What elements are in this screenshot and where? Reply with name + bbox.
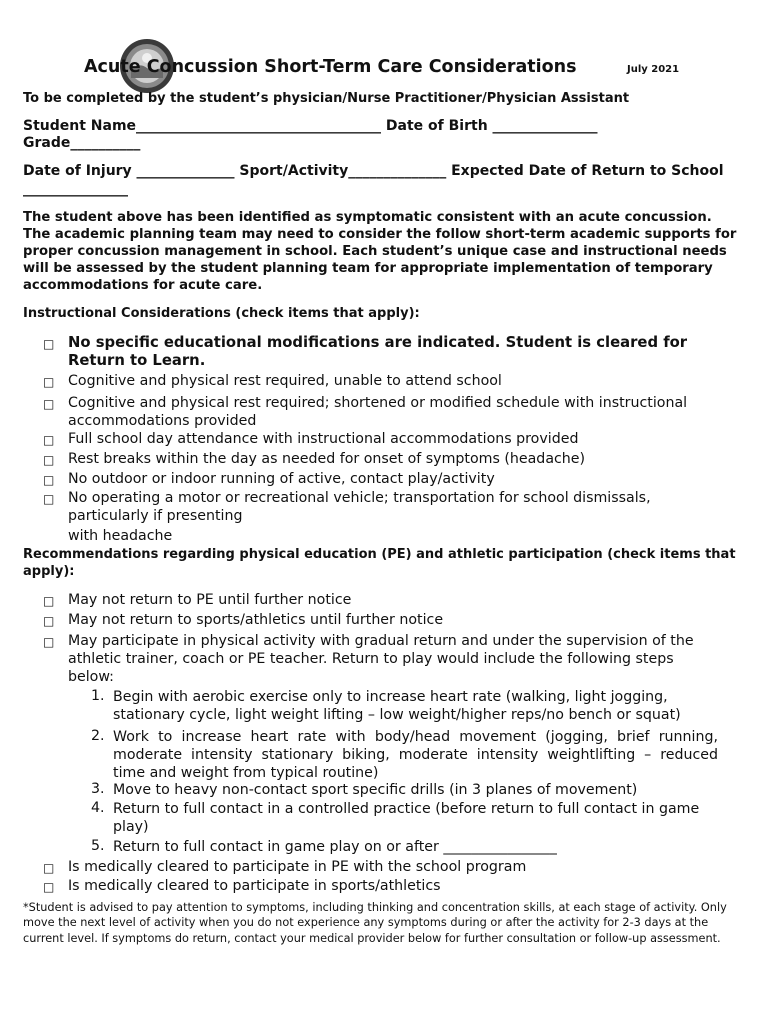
- step-number: 2.: [91, 728, 105, 744]
- instructional-heading: Instructional Considerations (check items that apply):: [23, 306, 420, 321]
- document-date: July 2021: [627, 64, 680, 75]
- step-number: 1.: [91, 688, 105, 704]
- instructional-item: No operating a motor or recreational vehicle; transportation for school dismissals, particularly if presenting: [68, 490, 651, 524]
- pe-item: May not return to sports/athletics until further notice: [68, 612, 444, 628]
- checkbox[interactable]: □: [43, 492, 55, 506]
- step-text: Return to full contact in game play on or after ________________: [113, 839, 557, 855]
- return-date-field[interactable]: _______________: [23, 181, 128, 197]
- cleared-item: Is medically cleared to participate in sports/athletics: [68, 878, 441, 894]
- step-text: Return to full contact in a controlled practice (before return to full contact in game play): [113, 801, 700, 835]
- footnote: *Student is advised to pay attention to symptoms, including thinking and concentration skills, at each stage of activity. Only move the next level of activity when you do not experience any symptoms during or after the activity for 2-3 days at the current level. If symptoms do return, contact your medical provider below for further consultation or follow-up assessment.: [23, 901, 727, 945]
- completed-by-note: To be completed by the student’s physician/Nurse Practitioner/Physician Assistant: [23, 91, 630, 106]
- pe-heading: Recommendations regarding physical education (PE) and athletic participation (check items that apply):: [23, 547, 736, 579]
- checkbox[interactable]: □: [43, 473, 55, 487]
- step-number: 3.: [91, 781, 105, 797]
- instructional-item: Full school day attendance with instructional accommodations provided: [68, 431, 579, 447]
- pe-item: May not return to PE until further notice: [68, 592, 352, 608]
- intro-paragraph: The student above has been identified as symptomatic consistent with an acute concussion. The academic planning team may need to consider the follow short-term academic supports for proper concussion management in school. Each student’s unique case and instructional needs will be assessed by the student planning team for appropriate implementation of temporary accommodations for acute care.: [23, 210, 737, 293]
- instructional-item: No outdoor or indoor running of active, contact play/activity: [68, 471, 495, 487]
- step-text: Work to increase heart rate with body/head movement (jogging, brief running, moderate intensity stationary biking, moderate intensity weightlifting – reduced time and weight from typical routine): [113, 729, 718, 781]
- injury-sport-return-field[interactable]: Date of Injury ______________ Sport/Activity______________ Expected Date of Return to School: [23, 163, 724, 179]
- checkbox[interactable]: □: [43, 861, 55, 875]
- step-number: 5.: [91, 838, 105, 854]
- checkbox[interactable]: □: [43, 337, 55, 351]
- instructional-item: Cognitive and physical rest required; shortened or modified schedule with instructional accommodations provided: [68, 395, 688, 429]
- instructional-item-continued: with headache: [68, 528, 173, 544]
- step-text: Begin with aerobic exercise only to increase heart rate (walking, light jogging, stationary cycle, light weight lifting – low weight/higher reps/no bench or squat): [113, 689, 681, 723]
- checkbox[interactable]: □: [43, 375, 55, 389]
- pe-item: May participate in physical activity with gradual return and under the supervision of the athletic trainer, coach or PE teacher. Return to play would include the following steps below:: [68, 633, 694, 685]
- instructional-item: Cognitive and physical rest required, unable to attend school: [68, 373, 502, 389]
- student-name-dob-field[interactable]: Student Name___________________________________ Date of Birth _______________: [23, 118, 598, 134]
- checkbox[interactable]: □: [43, 453, 55, 467]
- checkbox[interactable]: □: [43, 594, 55, 608]
- instructional-item: No specific educational modifications are indicated. Student is cleared for Return to Learn.: [68, 334, 688, 369]
- checkbox[interactable]: □: [43, 880, 55, 894]
- page-title: Acute Concussion Short-Term Care Considerations: [84, 57, 577, 77]
- instructional-item: Rest breaks within the day as needed for onset of symptoms (headache): [68, 451, 586, 467]
- step-number: 4.: [91, 800, 105, 816]
- checkbox[interactable]: □: [43, 397, 55, 411]
- step-text: Move to heavy non-contact sport specific drills (in 3 planes of movement): [113, 782, 638, 798]
- cleared-item: Is medically cleared to participate in PE with the school program: [68, 859, 527, 875]
- checkbox[interactable]: □: [43, 433, 55, 447]
- grade-field[interactable]: Grade__________: [23, 135, 141, 151]
- checkbox[interactable]: □: [43, 635, 55, 649]
- checkbox[interactable]: □: [43, 614, 55, 628]
